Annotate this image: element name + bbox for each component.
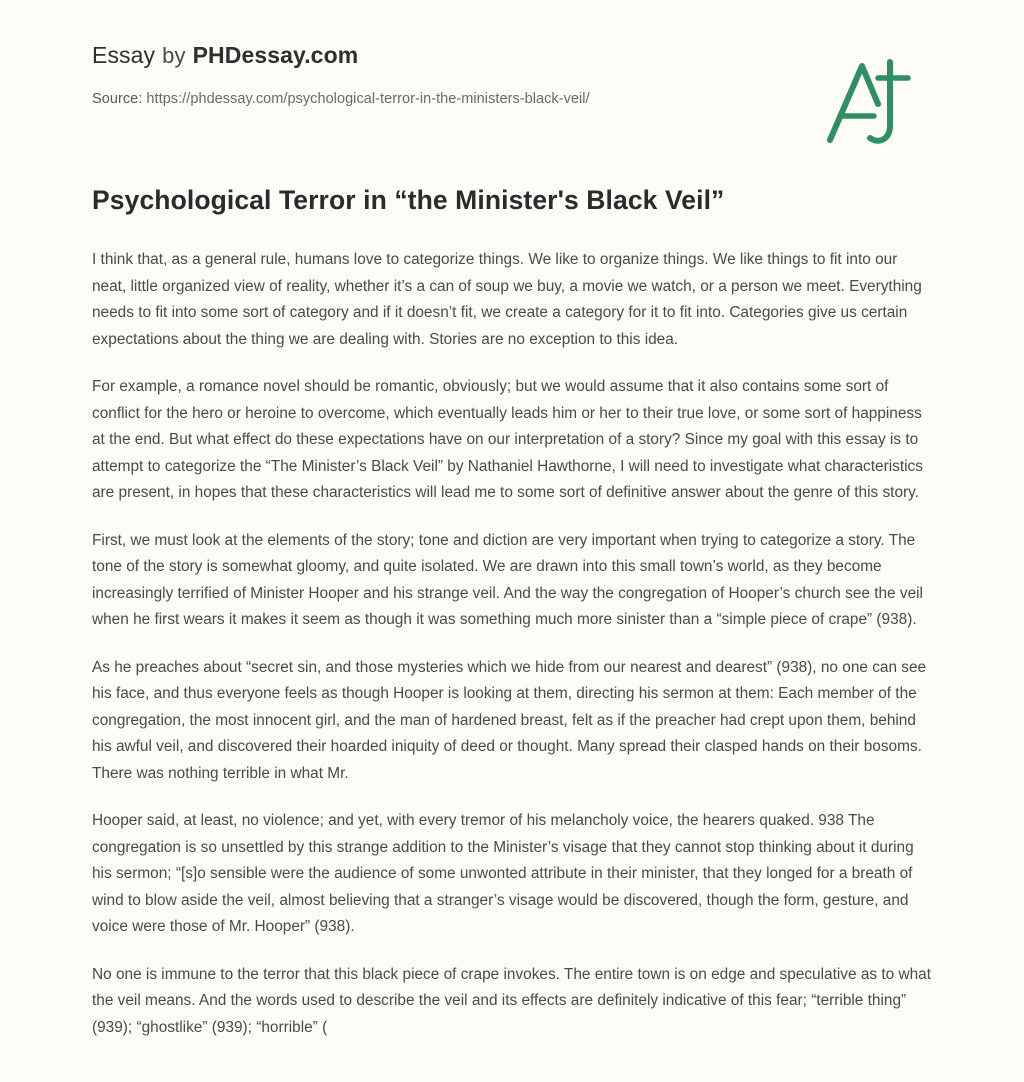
body-paragraph: As he preaches about “secret sin, and those mysteries which we hide from our nearest and dearest” (938), no one can see his face, and thus everyone feels as though Hooper is looking at them, directing his sermon at them: Each member of the congregation, the most innocent girl, and the man of hardened breast, felt as if the preacher had crept upon them, behind his awful veil, and discovered their hoarded iniquity of deed or thought. Many spread their clasped hands on their bosoms. There was nothing terrible in what Mr. xyxy=(92,658,927,782)
source-label: Source: xyxy=(92,91,143,107)
body-paragraph: Hooper said, at least, no violence; and yet, with every tremor of his melancholy voice, the hearers quaked. 938 The congregation is so unsettled by this strange addition to the Minister’s visage that they cannot stop thinking about it during his sermon; “[s]o sensible were the audience of some unwonted attribute in their minister, that they longed for a breath of wind to blow aside the veil, almost believing that a stranger’s visage would be discovered, though the form, gesture, and voice were those of Mr. Hooper” (938). xyxy=(92,812,914,936)
source-url-link[interactable]: https://phdessay.com/psychological-terror-in-the-ministers-black-veil/ xyxy=(146,91,590,107)
phdessay-logo-icon xyxy=(812,52,932,152)
brand-by-label: by xyxy=(162,43,186,68)
essay-body xyxy=(92,247,932,1041)
body-paragraph: First, we must look at the elements of the story; tone and diction are very important when trying to categorize a story. The tone of the story is somewhat gloomy, and quite isolated. We are drawn into this small town’s world, as they become increasingly terrified of Minister Hooper and his strange veil. And the way the congregation of Hooper’s church see the veil when he first wears it makes it seem as though it was something much more sinister than a “simple piece of crape” (938). xyxy=(92,531,923,629)
body-paragraph: I think that, as a general rule, humans love to categorize things. We like to organize things. We like things to fit into our neat, little organized view of reality, whether it’s a can of soup we buy, a movie we watch, or a person we meet. Everything needs to fit into some sort of category and if it doesn’t fit, we create a category for it to fit into. Categories give us certain expectations about the thing we are dealing with. Stories are no exception to this idea. xyxy=(92,251,922,348)
brand-header xyxy=(92,42,932,69)
body-paragraph: For example, a romance novel should be romantic, obviously; but we would assume that it also contains some sort of conflict for the hero or heroine to overcome, which eventually leads him or her to their true love, or some sort of happiness at the end. But what effect do these expectations have on our interpretation of a story? Since my goal with this essay is to attempt to categorize the “The Minister’s Black Veil” by Nathaniel Hawthorne, I will need to investigate what characteristics are present, in hopes that these characteristics will lead me to some sort of definitive answer about the genre of this story. xyxy=(92,378,923,502)
source-line xyxy=(92,91,932,107)
page-title: Psychological Terror in “the Minister's Black Veil” xyxy=(92,185,725,215)
body-paragraph: No one is immune to the terror that this black piece of crape invokes. The entire town is on edge and speculative as to what the veil means. And the words used to describe the veil and its effects are definitely indicative of this fear; “terrible thing” (939); “ghostlike” (939); “horrible” ( xyxy=(92,965,931,1036)
brand-essay-label: Essay xyxy=(92,42,156,68)
brand-site-label: PHDessay.com xyxy=(192,42,359,68)
